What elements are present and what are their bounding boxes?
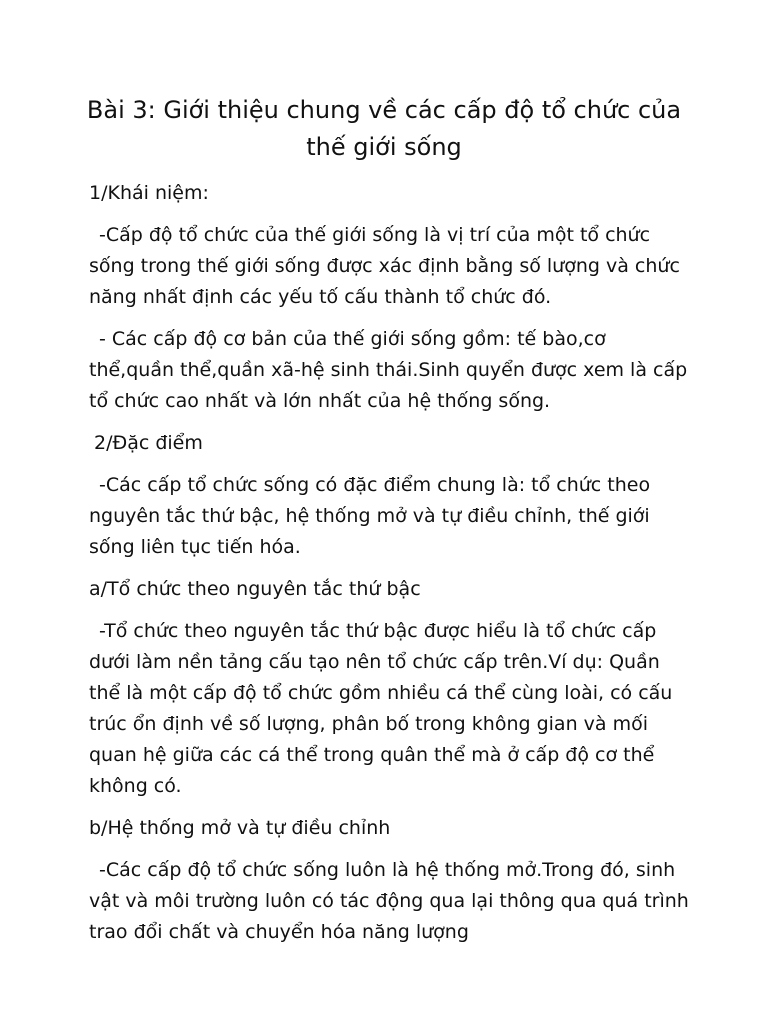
document-body xyxy=(89,178,694,959)
subsection-heading-hierarchy: a/Tổ chức theo nguyên tắc thứ bậc xyxy=(89,578,421,600)
subsection-heading-open-system: b/Hệ thống mở và tự điều chỉnh xyxy=(89,817,391,839)
title-line-2: thế giới sống xyxy=(306,133,462,161)
paragraph-concept-definition: -Cấp độ tổ chức của thế giới sống là vị trí của một tổ chức sống trong thế giới sống được xác định bằng số lượng và chức năng nhất định các yếu tố cấu thành tổ chức đó. xyxy=(89,224,680,308)
section-heading-khai-niem: 1/Khái niệm: xyxy=(89,182,209,204)
paragraph-basic-levels: - Các cấp độ cơ bản của thế giới sống gồm: tế bào,cơ thể,quần thể,quần xã-hệ sinh thái.Sinh quyển được xem là cấp tổ chức cao nhất và lớn nhất của hệ thống sống. xyxy=(89,328,688,412)
paragraph-open-system: -Các cấp độ tổ chức sống luôn là hệ thống mở.Trong đó, sinh vật và môi trường luôn có tác động qua lại thông qua quá trình trao đổi chất và chuyển hóa năng lượng xyxy=(89,859,689,943)
title-line-1: Bài 3: Giới thiệu chung về các cấp độ tổ chức của xyxy=(86,96,682,124)
document-title xyxy=(60,92,708,166)
section-heading-dac-diem: 2/Đặc điểm xyxy=(94,432,203,454)
paragraph-common-features: -Các cấp tổ chức sống có đặc điểm chung là: tổ chức theo nguyên tắc thứ bậc, hệ thống mở và tự điều chỉnh, thế giới sống liên tục tiến hóa. xyxy=(89,474,651,558)
paragraph-hierarchy-explanation: -Tổ chức theo nguyên tắc thứ bậc được hiểu là tổ chức cấp dưới làm nền tảng cấu tạo nên tổ chức cấp trên.Ví dụ: Quần thể là một cấp độ tổ chức gồm nhiều cá thể cùng loài, có cấu trúc ổn định về số lượng, phân bố trong không gian và mối quan hệ giữa các cá thể trong quân thể mà ở cấp độ cơ thể không có. xyxy=(89,620,673,797)
